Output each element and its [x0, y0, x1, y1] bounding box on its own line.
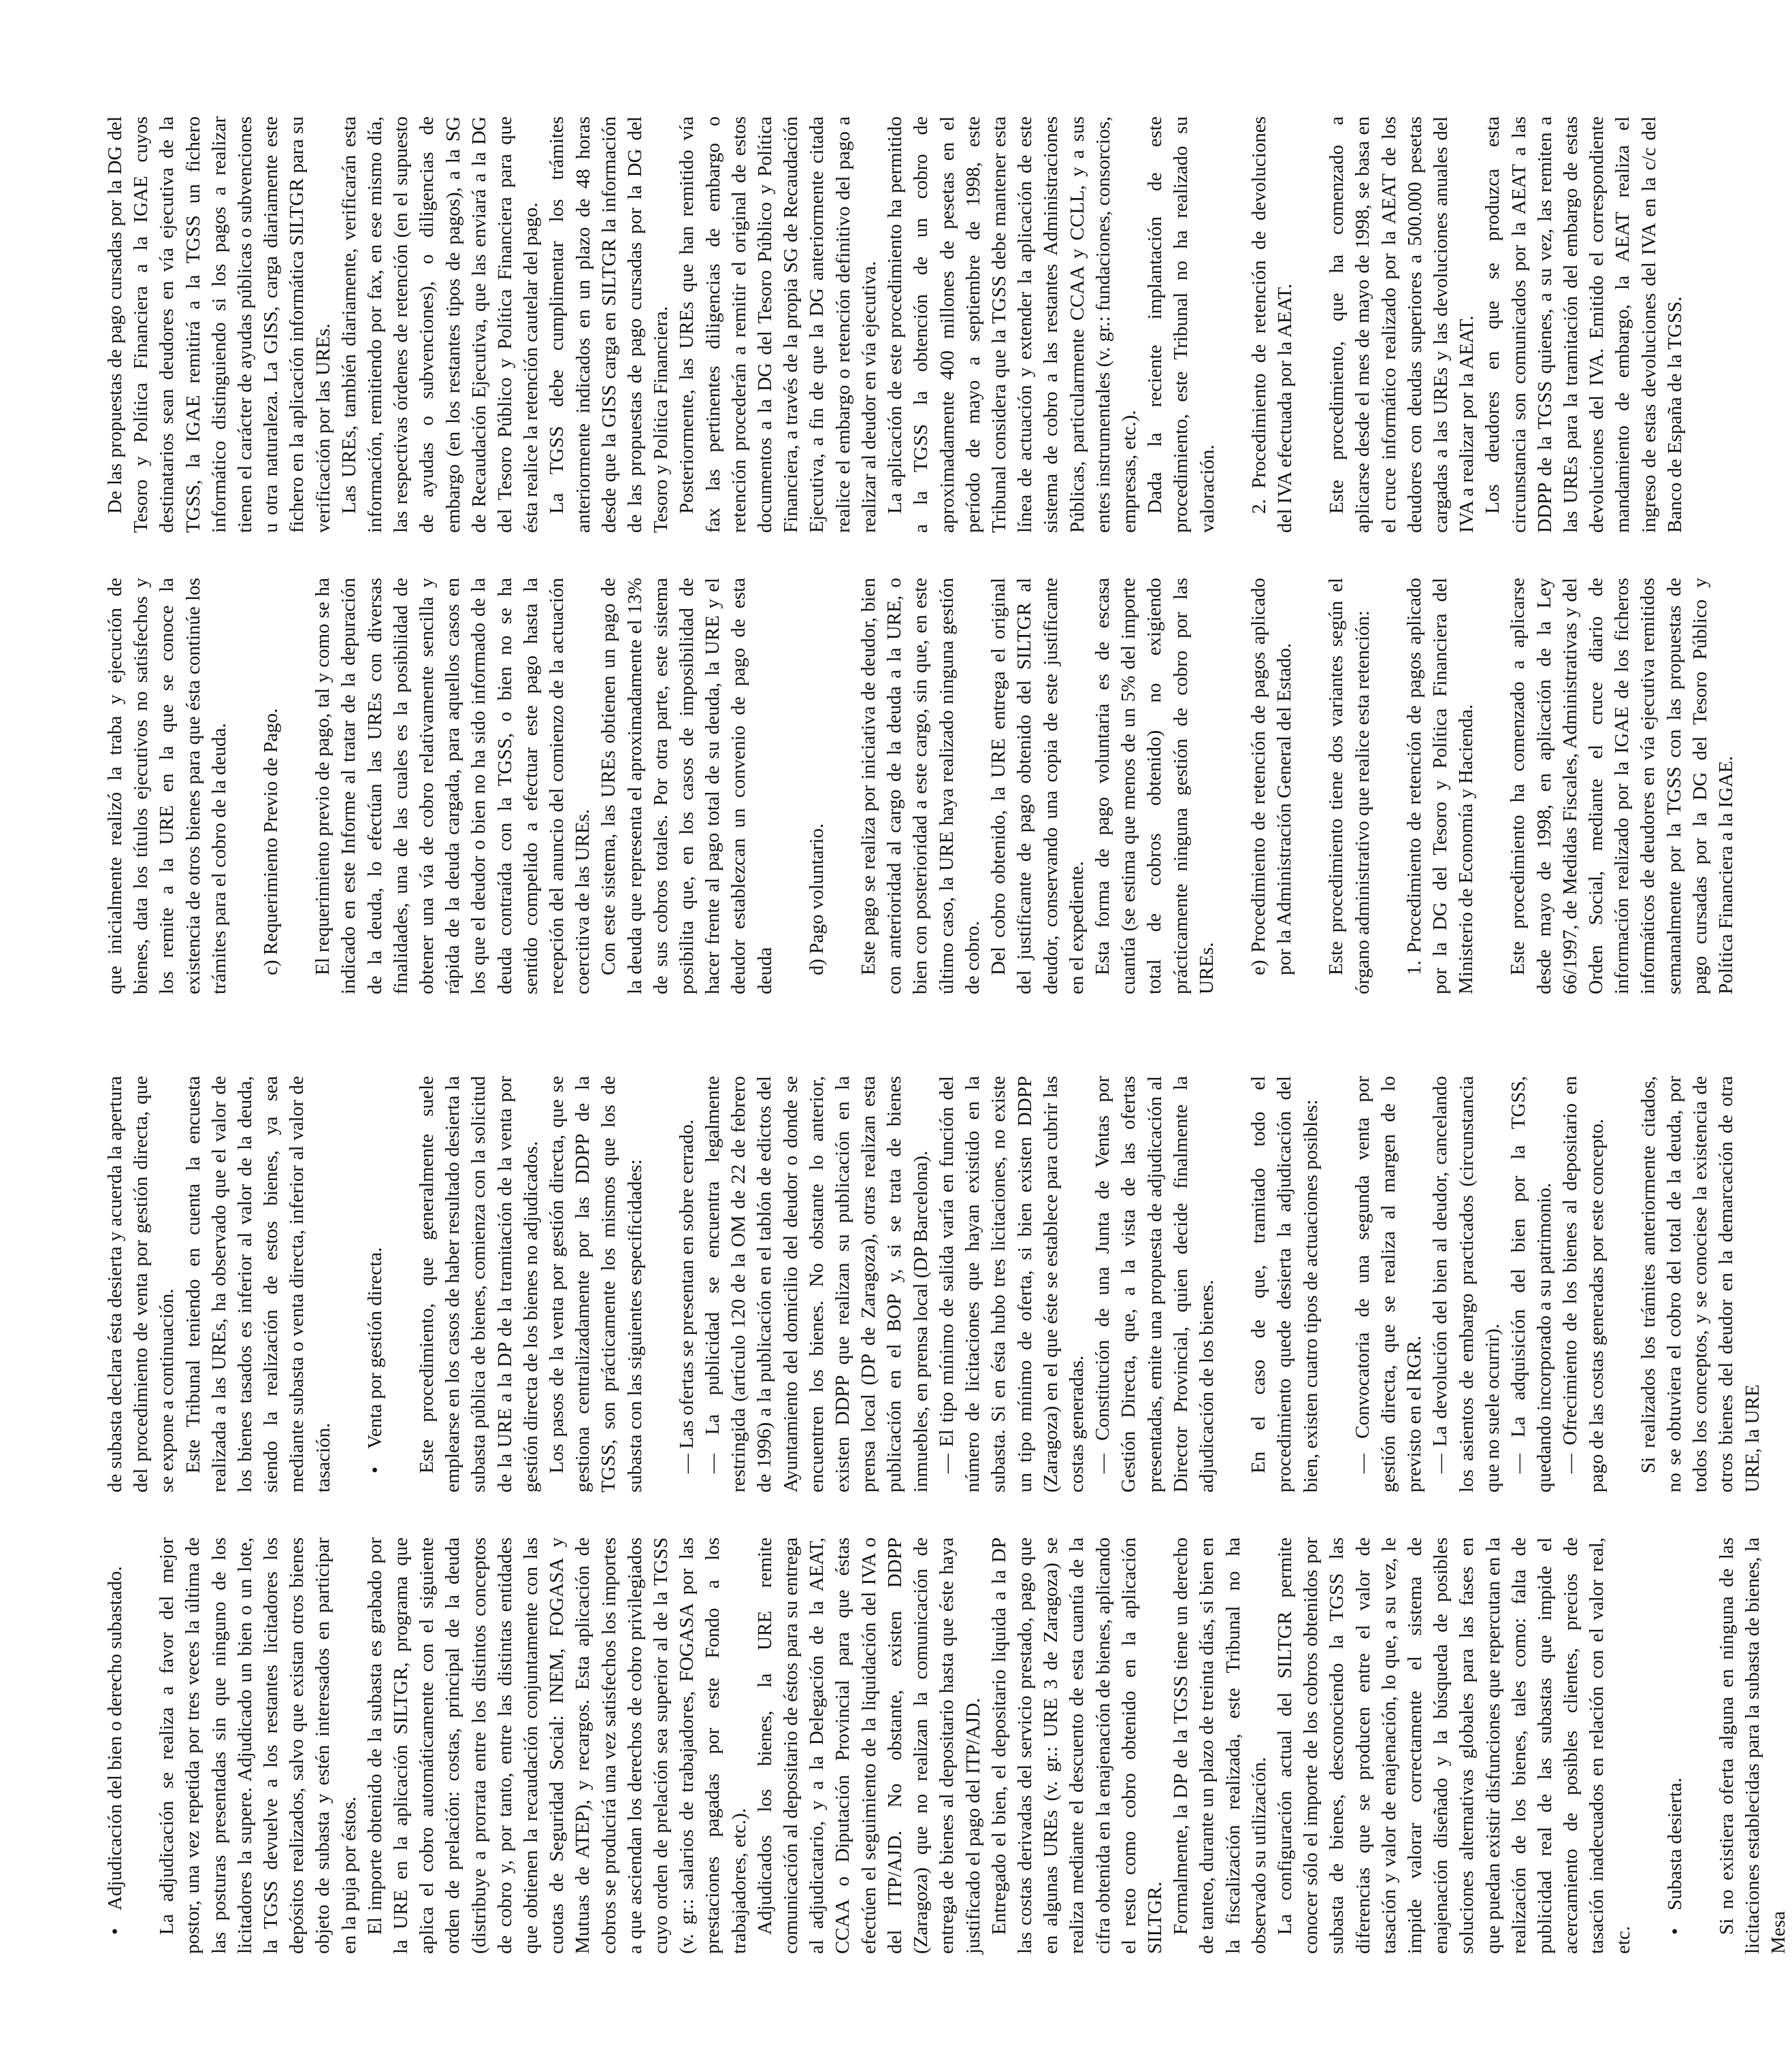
- paragraph: Esta forma de pago voluntaria es de escasa cuantía (se estima que menos de un 5% del importe total de cobros obtenido) no exigiendo prácticamente ninguna gestión de cobro por las UREs.: [1091, 578, 1218, 994]
- dash-list-item: — Ofrecimiento de los bienes al depositario en pago de las costas generadas por este concepto.: [1559, 1076, 1608, 1492]
- paragraph: Formalmente, la DP de la TGSS tiene un derecho de tanteo, durante un plazo de treinta días, si bien en la fiscalización realizada, este Tribunal no ha observado su utilización.: [1170, 1537, 1270, 1954]
- paragraph: 2. Procedimiento de retención de devoluciones del IVA efectuada por la AEAT.: [1248, 116, 1296, 533]
- dash-list-item: — La publicidad se encuentra legalmente restringida (artículo 120 de la OM de 22 de febrero de 1996) a la publicación en el tablón de edictos del Ayuntamiento del domicilio del deudor o donde se encuentren los bienes. No obstante lo anterior, existen DDPP que realizan su publicación en la prensa local (DP de Zaragoza), otras realizan esta publicación en el BOP y, si se trata de bienes inmuebles, en prensa local (DP Barcelona).: [702, 1076, 932, 1492]
- dash-list-item: — El tipo mínimo de salida varía en función del número de licitaciones que hayan existido en la subasta. Si en ésta hubo tres licitaciones, no existe un tipo mínimo de oferta, si bien existen DDPP (Zaragoza) en el que éste se establece para cubrir las costas generadas.: [935, 1076, 1088, 1492]
- right-page: [102, 116, 1737, 994]
- paragraph: De las propuestas de pago cursadas por la DG del Tesoro y Política Financiera a la IGAE cuyos destinatarios sean deudores en vía ejecutiva de la TGSS, la IGAE remitirá a la TGSS un fichero informático distinguiendo si los pagos a realizar tienen el carácter de ayudas públicas o subvenciones u otra naturaleza. La GISS, carga diariamente este fichero en la aplicación informática SILTGR para su verificación por las UREs.: [104, 116, 334, 533]
- section-heading: c) Requerimiento Previo de Pago.: [260, 708, 282, 975]
- paragraph: Este pago se realiza por iniciativa de deudor, bien con anterioridad al cargo de la deuda a la URE, o bien con posterioridad a este cargo, sin que, en este último caso, la URE haya realizado ninguna gestión de cobro.: [858, 578, 983, 994]
- paragraph: Si no existiera oferta alguna en ninguna de las licitaciones establecidas para la subasta de bienes, la Mesa: [1715, 1537, 1790, 1954]
- text-column-2: [102, 1076, 1763, 1492]
- dash-list-item: — Convocatoria de una segunda venta por gestión directa, que se realiza al margen de lo previsto en el RGR.: [1351, 1076, 1426, 1492]
- paragraph: Si realizados los trámites anteriormente citados, no se obtuviera el cobro del total de la deuda, por todos los conceptos, y se conociese la existencia de otros bienes del deudor en la demarcación de otra URE, la URE: [1637, 1076, 1763, 1492]
- paragraph: La aplicación de este procedimiento ha permitido a la TGSS la obtención de un cobro de aproximadamente 400 millones de pesetas en el período de mayo a septiembre de 1998, este Tribunal considera que la TGSS debe mantener esta línea de actuación y extender la aplicación de este sistema de cobro a las restantes Administraciones Públicas, particularmente CCAA y CCLL, y a sus entes instrumentales (v. gr.: fundaciones, consorcios, empresas, etc.).: [884, 116, 1140, 533]
- bullet-heading: • Adjudicación del bien o derecho subastado.: [102, 1537, 128, 1954]
- paragraph: En el caso de que, tramitado todo el procedimiento quede desierta la adjudicación del bien, existen cuatro tipos de actuaciones posibles:: [1248, 1076, 1322, 1492]
- paragraph: Este procedimiento ha comenzado a aplicarse desde mayo de 1998, en aplicación de la Ley 66/1997, de Medidas Fiscales, Administrativas y del Orden Social, mediante el cruce diario de información realizado por la IGAE de los ficheros informáticos de deudores en vía ejecutiva remitidos semanalmente por la TGSS con las propuestas de pago cursadas por la DG del Tesoro Público y Política Financiera a la IGAE.: [1507, 578, 1737, 994]
- paragraph: de subasta declara ésta desierta y acuerda la apertura del procedimiento de venta por gestión directa, que se expone a continuación.: [104, 1076, 178, 1492]
- text-column-3: [102, 578, 1737, 994]
- bullet-heading: • Venta por gestión directa.: [362, 1076, 388, 1492]
- left-page: [102, 1076, 1790, 1954]
- paragraph: El importe obtenido de la subasta es grabado por la URE en la aplicación SILTGR, programa que aplica el cobro automáticamente con el siguiente orden de prelación: costas, principal de la deuda (distribuye a prorrata entre los distintos conceptos de cobro y, por tanto, entre las distintas entidades que obtienen la recaudación conjuntamente con las cuotas de Seguridad Social: INEM, FOGASA y Mutuas de ATEP), y recargos. Esta aplicación de cobros se producirá una vez satisfechos los importes a que asciendan los derechos de cobro privilegiados cuyo orden de prelación sea superior al de la TGSS (v. gr.: salarios de trabajadores, FOGASA por las prestaciones pagadas por este Fondo a los trabajadores, etc.).: [363, 1537, 750, 1954]
- section-heading: d) Pago voluntario.: [805, 823, 828, 975]
- paragraph: La adjudicación se realiza a favor del mejor postor, una vez repetida por tres veces la última de las posturas presentadas sin que ninguno de los licitadores la supere. Adjudicado un bien o un lote, la TGSS devuelve a los restantes licitadores los depósitos realizados, salvo que existan otros bienes objeto de subasta y estén interesados en participar en la puja por éstos.: [156, 1537, 360, 1954]
- paragraph: Posteriormente, las UREs que han remitido vía fax las pertinentes diligencias de embargo o retención procederán a remitir el original de estos documentos a la DG del Tesoro Público y Política Financiera, a través de la propia SG de Recaudación Ejecutiva, a fin de que la DG anteriormente citada realice el embargo o retención definitivo del pago a realizar al deudor en vía ejecutiva.: [676, 116, 880, 533]
- dash-list-item: — Las ofertas se presentan en sobre cerrado.: [675, 1119, 698, 1473]
- paragraph: Este procedimiento, que generalmente suele emplearse en los casos de haber resultado desierta la subasta pública de bienes, comienza con la solicitud de la URE a la DP de la tramitación de la venta por gestión directa de los bienes no adjudicados.: [416, 1076, 542, 1492]
- paragraph: El requerimiento previo de pago, tal y como se ha indicado en este Informe al tratar de la depuración de la deuda, lo efectúan las UREs con diversas finalidades, una de las cuales es la posibilidad de obtener una vía de cobro relativamente sencilla y rápida de la deuda cargada, para aquellos casos en los que el deudor o bien no ha sido informado de la deuda contraída con la TGSS, o bien no se ha sentido compelido a efectuar este pago hasta la recepción del anuncio del comienzo de la actuación coercitiva de las UREs.: [312, 578, 594, 994]
- paragraph: Con este sistema, las UREs obtienen un pago de la deuda que representa el aproximadamente el 13% de sus cobros totales. Por otra parte, este sistema posibilita que, en los casos de imposibilidad de hacer frente al pago total de su deuda, la URE y el deudor establezcan un convenio de pago de esta deuda: [598, 578, 776, 994]
- paragraph: Dada la reciente implantación de este procedimiento, este Tribunal no ha realizado su valoración.: [1144, 116, 1218, 533]
- bullet-heading: • Subasta desierta.: [1662, 1537, 1688, 1954]
- paragraph: 1. Procedimiento de retención de pagos aplicado por la DG del Tesoro y Política Financiera del Ministerio de Economía y Hacienda.: [1403, 578, 1478, 994]
- dash-list-item: — La devolución del bien al deudor, cancelando los asientos de embargo practicados (circunstancia que no suele ocurrir).: [1429, 1076, 1503, 1492]
- paragraph: Este procedimiento, que ha comenzado a aplicarse desde el mes de mayo de 1998, se basa en el cruce informático realizado por la AEAT de los deudores con deudas superiores a 500.000 pesetas cargadas a las UREs y las devoluciones anuales del IVA a realizar por la AEAT.: [1326, 116, 1478, 533]
- text-column-1: [102, 1537, 1790, 1954]
- paragraph: Este procedimiento tiene dos variantes según el órgano administrativo que realice esta retención:: [1325, 578, 1373, 994]
- dash-list-item: — Constitución de una Junta de Ventas por Gestión Directa, que, a la vista de las ofertas presentadas, emite una propuesta de adjudicación al Director Provincial, quien decide finalmente la adjudicación de los bienes.: [1092, 1076, 1218, 1492]
- paragraph: Los pasos de la venta por gestión directa, que se gestiona centralizadamente por las DDPP de la TGSS, son prácticamente los mismos que los de subasta con las siguientes especificidades:: [546, 1076, 646, 1492]
- paragraph: Adjudicados los bienes, la URE remite comunicación al depositario de éstos para su entrega al adjudicatario, y a la Delegación de la AEAT, CCAA o Diputación Provincial para que éstas efectúen el seguimiento de la liquidación del IVA o del ITP/AJD. No obstante, existen DDPP (Zaragoza) que no realizan la comunicación de entrega de bienes al depositario hasta que éste haya justificado el pago del ITP/AJD.: [753, 1537, 984, 1954]
- text-column-4: [102, 116, 1686, 533]
- paragraph: Las UREs, también diariamente, verificarán esta información, remitiendo por fax, en ese mismo día, las respectivas órdenes de retención (en el supuesto de ayudas o subvenciones), o diligencias de embargo (en los restantes tipos de pagos), a la SG de Recaudación Ejecutiva, que las enviará a la DG del Tesoro Público y Política Financiera para que ésta realice la retención cautelar del pago.: [338, 116, 542, 533]
- paragraph: Este Tribunal teniendo en cuenta la encuesta realizada a las UREs, ha observado que el valor de los bienes tasados es inferior al valor de la deuda, siendo la realización de estos bienes, ya sea mediante subasta o venta directa, inferior al valor de tasación.: [182, 1076, 334, 1492]
- paragraph: Del cobro obtenido, la URE entrega el original del justificante de pago obtenido del SILTGR al deudor, conservando una copia de este justificante en el expediente.: [988, 578, 1088, 994]
- paragraph: que inicialmente realizó la traba y ejecución de bienes, data los títulos ejecutivos no satisfechos y los remite a la URE en la que se conoce la existencia de otros bienes para que ésta continúe los trámites para el cobro de la deuda.: [104, 578, 230, 994]
- paragraph: La TGSS debe cumplimentar los trámites anteriormente indicados en un plazo de 48 horas desde que la GISS carga en SILTGR la información de las propuestas de pago cursadas por la DG del Tesoro y Política Financiera.: [546, 116, 672, 533]
- dash-list-item: — La adquisición del bien por la TGSS, quedando incorporado a su patrimonio.: [1507, 1076, 1556, 1492]
- paragraph: La configuración actual del SILTGR permite conocer sólo el importe de los cobros obtenidos por subasta de bienes, desconociendo la TGSS las diferencias que se producen entre el valor de tasación y valor de enajenación, lo que, a su vez, le impide valorar correctamente el sistema de enajenación diseñado y la búsqueda de posibles soluciones alternativas globales para las fases en que puedan existir disfunciones que repercutan en la realización de los bienes, tales como: falta de publicidad real de las subastas que impide el acercamiento de posibles clientes, precios de tasación inadecuados en relación con el valor real, etc.: [1273, 1537, 1634, 1954]
- paragraph: Los deudores en que se produzca esta circunstancia son comunicados por la AEAT a las DDPP de la TGSS quienes, a su vez, las remiten a las UREs para la tramitación del embargo de estas devoluciones del IVA. Emitido el correspondiente mandamiento de embargo, la AEAT realiza el ingreso de estas devoluciones del IVA en la c/c del Banco de España de la TGSS.: [1482, 116, 1686, 533]
- section-heading: e) Procedimiento de retención de pagos aplicado por la Administración General del Estado.: [1247, 578, 1296, 975]
- paragraph: Entregado el bien, el depositario liquida a la DP las costas derivadas del servicio prestado, pago que en algunas UREs (v. gr.: URE 3 de Zaragoza) se realiza mediante el descuento de esta cuantía de la cifra obtenida en la enajenación de bienes, aplicando el resto como cobro obtenido en la aplicación SILTGR.: [988, 1537, 1166, 1954]
